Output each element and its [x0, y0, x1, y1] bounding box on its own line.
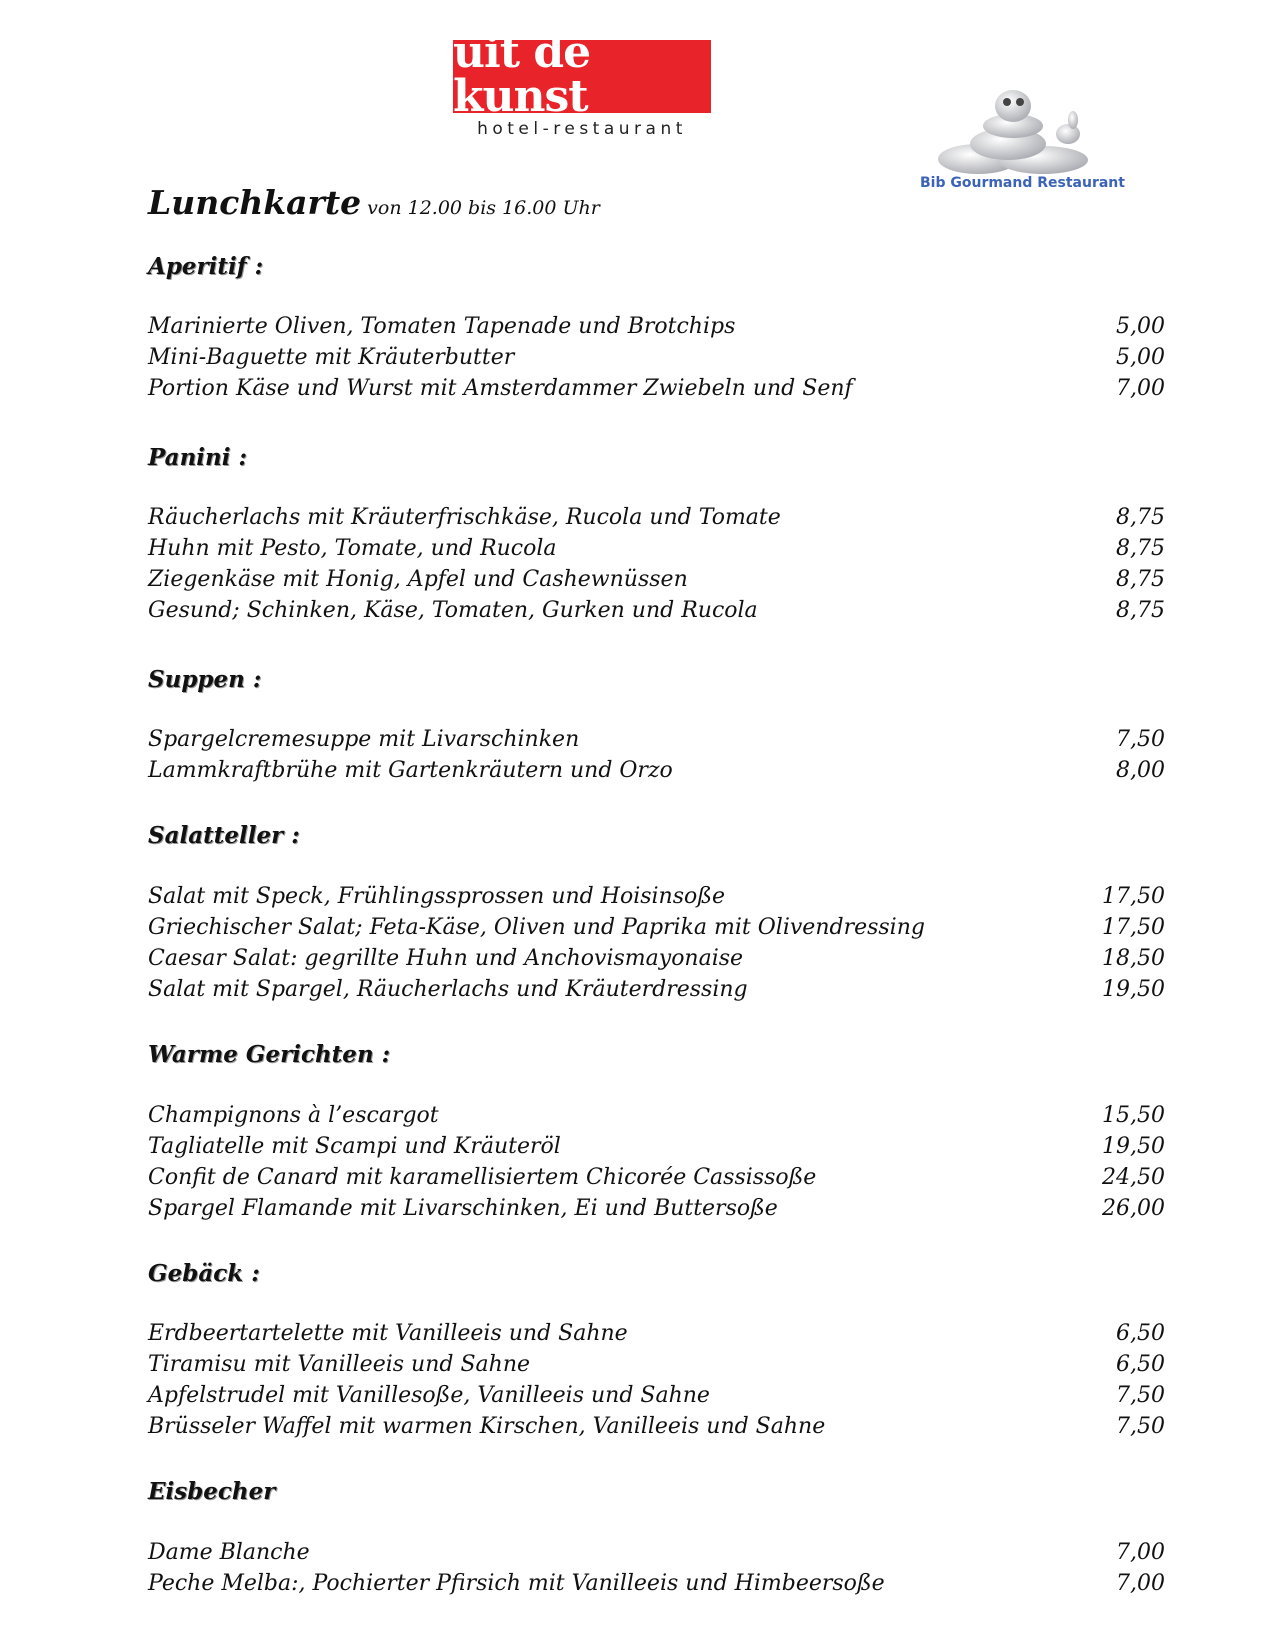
- menu-item-name: Huhn mit Pesto, Tomate, und Rucola: [148, 536, 557, 561]
- menu-item-name: Brüsseler Waffel mit warmen Kirschen, Vanilleeis und Sahne: [148, 1414, 826, 1439]
- menu-item-name: Mini-Baguette mit Kräuterbutter: [148, 345, 515, 370]
- restaurant-logo: [453, 26, 711, 122]
- menu-item-price: 7,00: [1116, 1540, 1165, 1565]
- menu-item-price: 15,50: [1102, 1103, 1165, 1128]
- section-title: Suppen :: [148, 666, 262, 693]
- page-title: Lunchkarte: [148, 183, 362, 222]
- menu-item-name: Erdbeertartelette mit Vanilleeis und Sahne: [148, 1321, 628, 1346]
- menu-item-price: 8,75: [1116, 505, 1165, 530]
- menu-item-price: 7,00: [1116, 376, 1165, 401]
- menu-item-name: Champignons à l’escargot: [148, 1103, 439, 1128]
- menu-item-name: Salat mit Speck, Frühlingssprossen und Hoisinsoße: [148, 884, 725, 909]
- menu-item-price: 8,75: [1116, 536, 1165, 561]
- menu-item-name: Ziegenkäse mit Honig, Apfel und Cashewnüssen: [148, 567, 688, 592]
- menu-item-price: 8,00: [1116, 758, 1165, 783]
- section-title: Aperitif :: [148, 253, 264, 280]
- menu-item-price: 19,50: [1102, 1134, 1165, 1159]
- menu-item-name: Dame Blanche: [148, 1540, 310, 1565]
- menu-header: [148, 183, 600, 222]
- menu-item-price: 18,50: [1102, 946, 1165, 971]
- menu-item-price: 7,50: [1116, 727, 1165, 752]
- menu-item-name: Apfelstrudel mit Vanillesoße, Vanilleeis und Sahne: [148, 1383, 710, 1408]
- menu-item-price: 17,50: [1102, 884, 1165, 909]
- menu-item-name: Gesund; Schinken, Käse, Tomaten, Gurken und Rucola: [148, 598, 758, 623]
- menu-item-price: 5,00: [1116, 314, 1165, 339]
- section-title: Salatteller :: [148, 822, 300, 849]
- menu-item-name: Peche Melba:, Pochierter Pfirsich mit Vanilleeis und Himbeersoße: [148, 1571, 885, 1596]
- section-title: Warme Gerichten :: [148, 1041, 391, 1068]
- menu-item-name: Tiramisu mit Vanilleeis und Sahne: [148, 1352, 531, 1377]
- menu-item-name: Tagliatelle mit Scampi und Kräuteröl: [148, 1134, 561, 1159]
- menu-item-price: 7,00: [1116, 1571, 1165, 1596]
- menu-item-name: Portion Käse und Wurst mit Amsterdammer Zwiebeln und Senf: [148, 376, 853, 401]
- menu-item-price: 7,50: [1116, 1414, 1165, 1439]
- bib-gourmand-label: Bib Gourmand Restaurant: [920, 175, 1125, 191]
- menu-item-name: Griechischer Salat; Feta-Käse, Oliven und Paprika mit Olivendressing: [148, 915, 925, 940]
- menu-item-price: 7,50: [1116, 1383, 1165, 1408]
- menu-item-price: 24,50: [1102, 1165, 1165, 1190]
- menu-item-name: Räucherlachs mit Kräuterfrischkäse, Rucola und Tomate: [148, 505, 781, 530]
- menu-item-price: 19,50: [1102, 977, 1165, 1002]
- menu-item-price: 6,50: [1116, 1321, 1165, 1346]
- michelin-bibendum-icon: [928, 84, 1098, 176]
- menu-item-name: Salat mit Spargel, Räucherlachs und Kräuterdressing: [148, 977, 748, 1002]
- menu-item-price: 8,75: [1116, 567, 1165, 592]
- menu-item-name: Marinierte Oliven, Tomaten Tapenade und Brotchips: [148, 314, 736, 339]
- menu-item-name: Lammkraftbrühe mit Gartenkräutern und Orzo: [148, 758, 673, 783]
- logo-subtitle: hotel-restaurant: [477, 119, 687, 139]
- menu-item-name: Spargel Flamande mit Livarschinken, Ei und Buttersoße: [148, 1196, 778, 1221]
- menu-item-price: 26,00: [1102, 1196, 1165, 1221]
- menu-item-name: Caesar Salat: gegrillte Huhn und Anchovismayonaise: [148, 946, 744, 971]
- menu-item-price: 17,50: [1102, 915, 1165, 940]
- menu-item-price: 8,75: [1116, 598, 1165, 623]
- menu-item-name: Confit de Canard mit karamellisiertem Chicorée Cassissoße: [148, 1165, 817, 1190]
- menu-item-name: Spargelcremesuppe mit Livarschinken: [148, 727, 580, 752]
- section-title: Panini :: [148, 444, 247, 471]
- section-title: Gebäck :: [148, 1260, 260, 1287]
- opening-hours: von 12.00 bis 16.00 Uhr: [367, 197, 600, 219]
- section-title: Eisbecher: [148, 1478, 276, 1505]
- menu-item-price: 6,50: [1116, 1352, 1165, 1377]
- logo-text: uit de kunst: [453, 26, 591, 122]
- menu-item-price: 5,00: [1116, 345, 1165, 370]
